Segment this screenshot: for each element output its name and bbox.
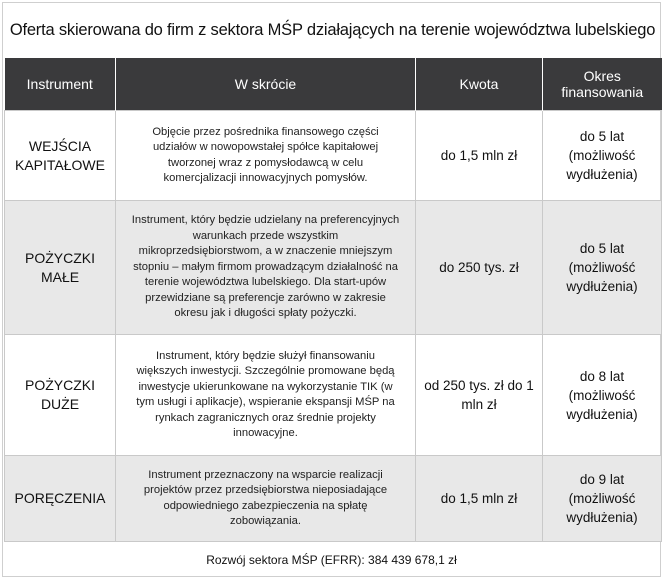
row-period: do 5 lat (możliwość wydłużenia) (543, 201, 662, 335)
row-summary: Instrument, który będzie służył finansowaniu większych inwestycji. Szczególnie promowane będą inwestycje ukierunkowane na wykorzystanie TIK (w tym usługi i aplikacje), wspieranie ekspansji MŚP na rynkach zagranicznych oraz średnie projekty innowacyjne. (116, 335, 416, 456)
table-row (5, 111, 662, 201)
header-instrument: Instrument (5, 58, 116, 111)
row-summary: Instrument przeznaczony na wsparcie realizacji projektów przez przedsiębiorstwa nieposiadające odpowiedniego zabezpieczenia na spłatę zobowiązania. (116, 456, 416, 542)
header-amount: Kwota (416, 58, 543, 111)
footer-total: Rozwój sektora MŚP (EFRR): 384 439 678,1 zł (206, 553, 457, 567)
header-period: Okres finansowania (543, 58, 662, 111)
table-header-row (5, 58, 662, 111)
header-summary: W skrócie (116, 58, 416, 111)
table-row (5, 456, 662, 542)
offer-table-card (2, 2, 661, 577)
row-instrument: PORĘCZENIA (5, 456, 116, 542)
row-instrument: WEJŚCIA KAPITAŁOWE (5, 111, 116, 201)
page-title: Oferta skierowana do firm z sektora MŚP działających na terenie województwa lubelskiego (9, 20, 656, 39)
row-period: do 5 lat (możliwość wydłużenia) (543, 111, 662, 201)
row-summary: Instrument, który będzie udzielany na preferencyjnych warunkach przede wszystkim mikroprzedsiębiorstwom, a w znaczenie mniejszym stopniu – małym firmom prowadzącym działalność na terenie województwa lubelskiego. Dla start-upów przewidziane są preferencje zarówno w zakresie okresu jak i długości spłaty pożyczki. (116, 201, 416, 335)
row-amount: do 250 tys. zł (416, 201, 543, 335)
row-amount: od 250 tys. zł do 1 mln zł (416, 335, 543, 456)
table-row (5, 201, 662, 335)
offer-table (4, 58, 662, 542)
row-instrument: POŻYCZKI DUŻE (5, 335, 116, 456)
row-amount: do 1,5 mln zł (416, 111, 543, 201)
row-amount: do 1,5 mln zł (416, 456, 543, 542)
row-period: do 9 lat (możliwość wydłużenia) (543, 456, 662, 542)
row-instrument: POŻYCZKI MAŁE (5, 201, 116, 335)
row-period: do 8 lat (możliwość wydłużenia) (543, 335, 662, 456)
row-summary: Objęcie przez pośrednika finansowego części udziałów w nowopowstałej spółce kapitałowej tworzonej wraz z pomysłodawcą w celu komercjalizacji innowacyjnych pomysłów. (116, 111, 416, 201)
table-row (5, 335, 662, 456)
